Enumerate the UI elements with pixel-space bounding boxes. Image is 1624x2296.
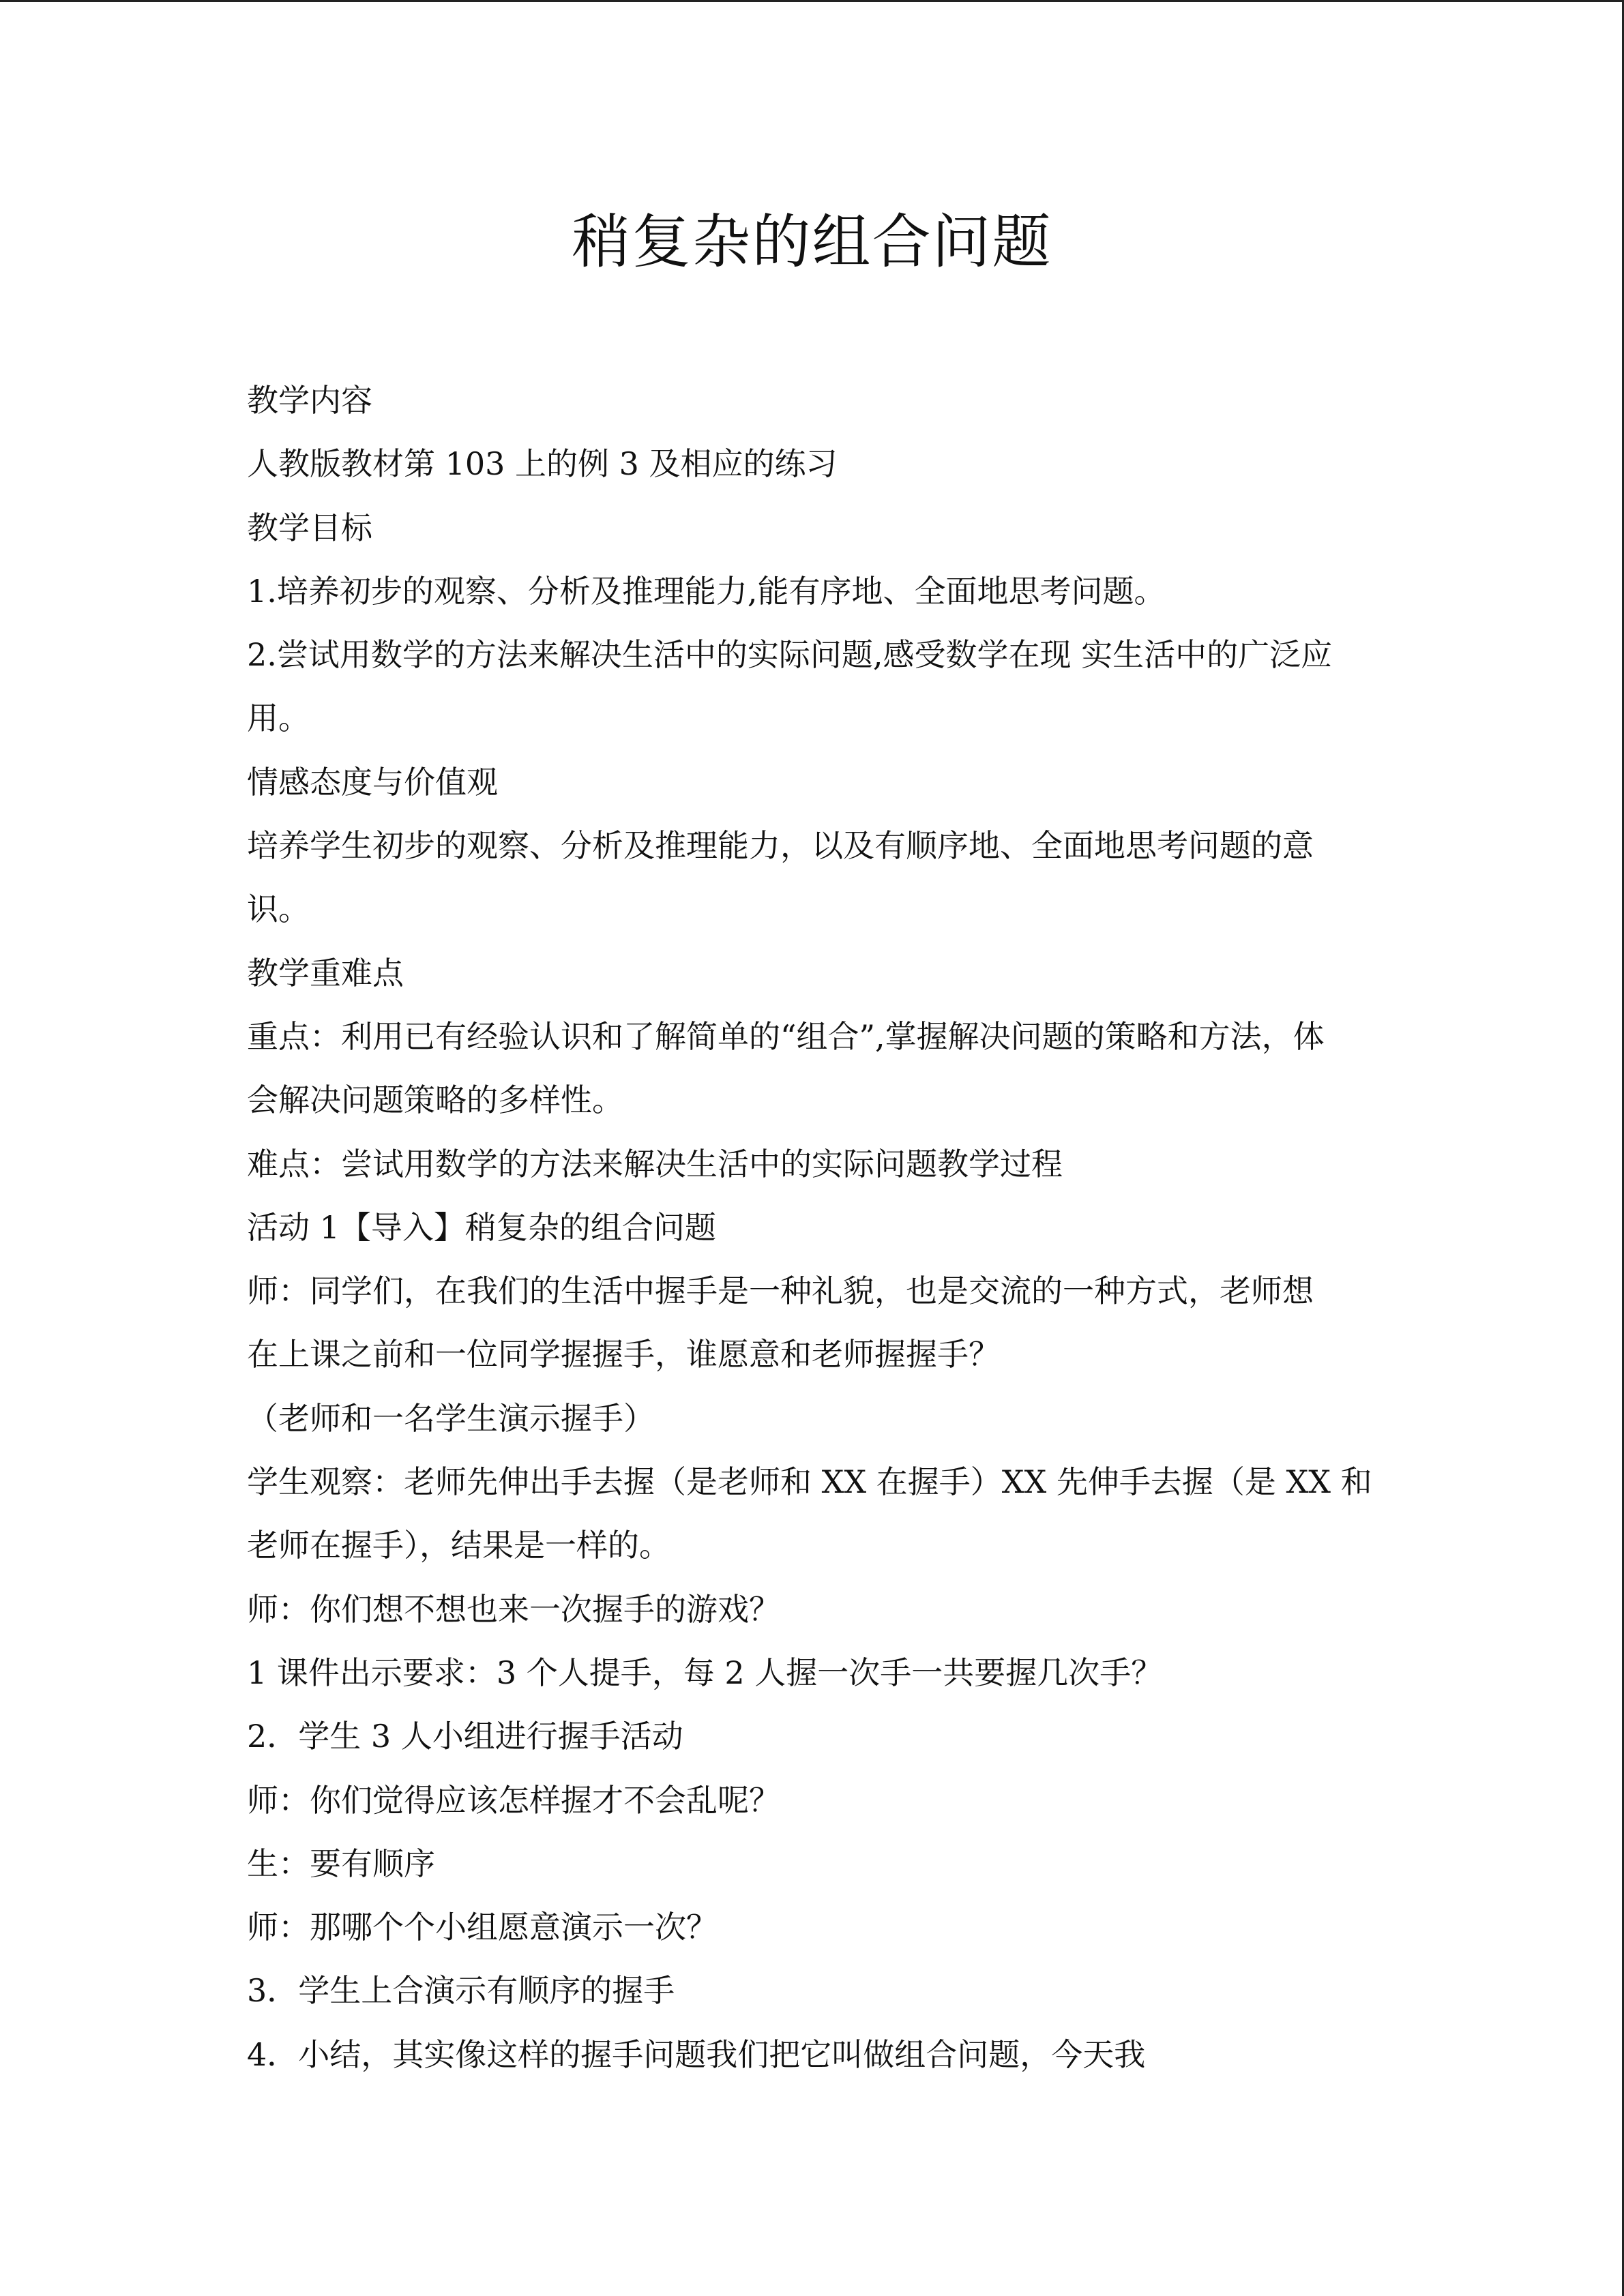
document-title: 稍复杂的组合问题 [572,208,1052,276]
text-line: 生：要有顺序 [247,1845,435,1882]
document-body [247,369,1379,2087]
text-line: 人教版教材第 103 上的例 3 及相应的练习 [247,445,838,483]
text-line: 教学重难点 [247,954,404,992]
text-line: 情感态度与价值观 [247,763,498,801]
text-line: 难点：尝试用数学的方法来解决生活中的实际问题教学过程 [247,1145,1063,1182]
text-line: 师：你们想不想也来一次握手的游戏？ [247,1590,780,1628]
text-line: 2．学生 3 人小组进行握手活动 [247,1718,683,1755]
text-line: 重点：利用已有经验认识和了解简单的“组合”,掌握解决问题的策略和方法，体 [247,1017,1325,1055]
text-line: 学生观察：老师先伸出手去握（是老师和 XX 在握手）XX 先伸手去握（是 XX 和 [247,1463,1372,1501]
text-line: 师：那哪个个小组愿意演示一次？ [247,1909,718,1946]
text-line: 培养学生初步的观察、分析及推理能力，以及有顺序地、全面地思考问题的意 [247,827,1314,865]
text-line: 2.尝试用数学的方法来解决生活中的实际问题,感受数学在现 实生活中的广泛应 [247,636,1333,674]
text-line: 教学目标 [247,509,372,546]
text-line: 师：你们觉得应该怎样握才不会乱呢？ [247,1781,780,1819]
text-line: 老师在握手），结果是一样的。 [247,1527,670,1564]
text-line: （老师和一名学生演示握手） [247,1399,655,1437]
text-line: 师：同学们，在我们的生活中握手是一种礼貌，也是交流的一种方式，老师想 [247,1272,1314,1310]
text-line: 1.培养初步的观察、分析及推理能力,能有序地、全面地思考问题。 [247,572,1166,610]
text-line: 3．学生上合演示有顺序的握手 [247,1972,675,2010]
text-line: 教学内容 [247,382,372,419]
text-line: 会解决问题策略的多样性。 [247,1082,623,1119]
text-line: 活动 1【导入】稍复杂的组合问题 [247,1208,716,1246]
text-line: 用。 [247,700,310,737]
text-line: 在上课之前和一位同学握握手，谁愿意和老师握握手？ [247,1336,1000,1373]
text-line: 识。 [247,891,310,928]
text-line: 1 课件出示要求：3 个人提手，每 2 人握一次手一共要握几次手？ [247,1654,1163,1691]
text-line: 4．小结，其实像这样的握手问题我们把它叫做组合问题，今天我 [247,2036,1146,2073]
